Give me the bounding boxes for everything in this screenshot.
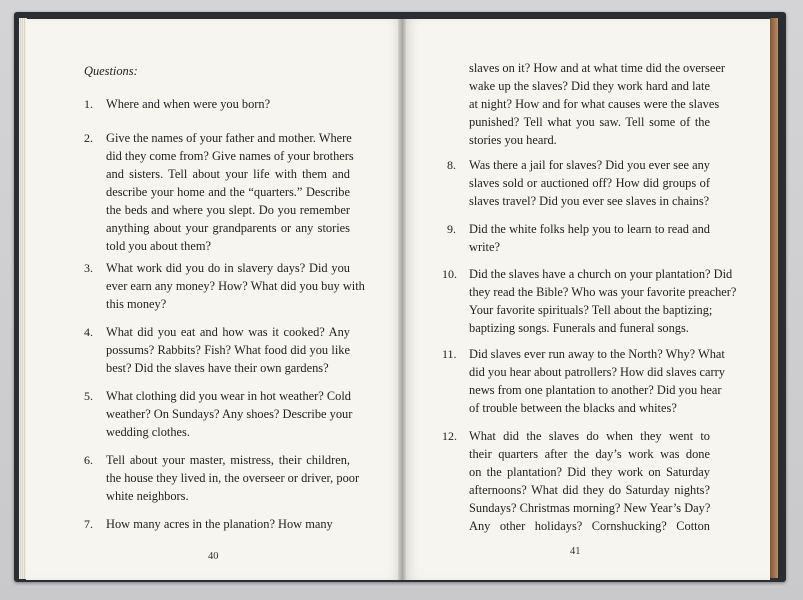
question-line: write? xyxy=(469,240,500,254)
question-line: of trouble between the blacks and whites? xyxy=(469,401,677,415)
question-number: 10. xyxy=(442,267,457,281)
question-line: slaves sold or auctioned off? How did groups of xyxy=(469,176,710,190)
question-line: ever earn any money? How? What did you buy with xyxy=(106,279,365,293)
page-heading: Questions: xyxy=(84,64,138,78)
question-line: Where and when were you born? xyxy=(106,97,271,111)
question-line: they read the Bible? Who was your favorite preacher? xyxy=(469,285,737,299)
question-line: Did the white folks help you to learn to read and xyxy=(469,222,710,236)
question-number: 3. xyxy=(84,261,93,275)
question-line: wake up the slaves? Did they work hard and late xyxy=(469,79,710,93)
question-line: How many acres in the planation? How many xyxy=(106,517,333,531)
question-line: at night? How and for what causes were the slaves xyxy=(469,97,720,111)
question-number: 8. xyxy=(447,158,456,172)
question-line: Did the slaves have a church on your plantation? Did xyxy=(469,267,733,281)
question-line: Tell about your master, mistress, their children, xyxy=(106,453,350,467)
question-line: punished? Tell what you saw. Tell some of the xyxy=(469,115,710,129)
question-line: on the plantation? Did they work on Saturday xyxy=(469,465,710,479)
question-line: baptizing songs. Funerals and funeral songs. xyxy=(469,321,689,335)
question-line: news from one plantation to another? Did you hear xyxy=(469,383,722,397)
question-line: afternoons? What did they do Saturday nights? xyxy=(469,483,710,497)
book-gutter xyxy=(398,19,406,580)
question-line: Your favorite spirituals? Tell about the baptizing; xyxy=(469,303,713,317)
question-line: Sundays? Christmas morning? New Year’s Day? xyxy=(469,501,711,515)
question-number: 1. xyxy=(84,97,93,111)
question-number: 9. xyxy=(447,222,456,236)
question-line: and sisters. Tell about your life with them and xyxy=(106,167,350,181)
question-line: wedding clothes. xyxy=(106,425,190,439)
question-number: 7. xyxy=(84,517,93,531)
question-line: did they come from? Give names of your brothers xyxy=(106,149,354,163)
question-line: What clothing did you wear in hot weather? Cold xyxy=(106,389,351,403)
question-line: white neighbors. xyxy=(106,489,189,503)
question-line: the beds and where you slept. Do you remember xyxy=(106,203,350,217)
question-line: stories you heard. xyxy=(469,133,557,147)
question-line: best? Did the slaves have their own gardens? xyxy=(106,361,329,375)
question-line: What did the slaves do when they went to xyxy=(469,429,710,443)
question-line: Any other holidays? Cornshucking? Cotton xyxy=(469,519,710,533)
question-line: the house they lived in, the overseer or driver, poor xyxy=(106,471,360,485)
question-number: 5. xyxy=(84,389,93,403)
question-line: describe your home and the “quarters.” Describe xyxy=(106,185,350,199)
question-line: Was there a jail for slaves? Did you ever see any xyxy=(469,158,710,172)
question-line: What work did you do in slavery days? Did you xyxy=(106,261,350,275)
question-number: 12. xyxy=(442,429,457,443)
question-number: 6. xyxy=(84,453,93,467)
question-line: weather? On Sundays? Any shoes? Describe your xyxy=(106,407,353,421)
question-line: anything about your grandparents or any stories xyxy=(106,221,350,235)
question-line: their quarters after the day’s work was done xyxy=(469,447,710,461)
question-line: What did you eat and how was it cooked? Any xyxy=(106,325,350,339)
page-number: 41 xyxy=(570,546,581,557)
question-line: Did slaves ever run away to the North? Why? What xyxy=(469,347,725,361)
question-line: slaves travel? Did you ever see slaves in chains? xyxy=(469,194,710,208)
page-number: 40 xyxy=(208,551,219,562)
question-number: 4. xyxy=(84,325,93,339)
question-line: this money? xyxy=(106,297,167,311)
book-spine-edge xyxy=(770,18,778,578)
question-line: told you about them? xyxy=(106,239,211,253)
question-line: Give the names of your father and mother. Where xyxy=(106,131,352,145)
question-line: did you hear about patrollers? How did slaves carry xyxy=(469,365,725,379)
question-number: 11. xyxy=(442,347,457,361)
question-number: 2. xyxy=(84,131,93,145)
question-line: possums? Rabbits? Fish? What food did you like xyxy=(106,343,350,357)
question-line: slaves on it? How and at what time did the overseer xyxy=(469,61,725,75)
